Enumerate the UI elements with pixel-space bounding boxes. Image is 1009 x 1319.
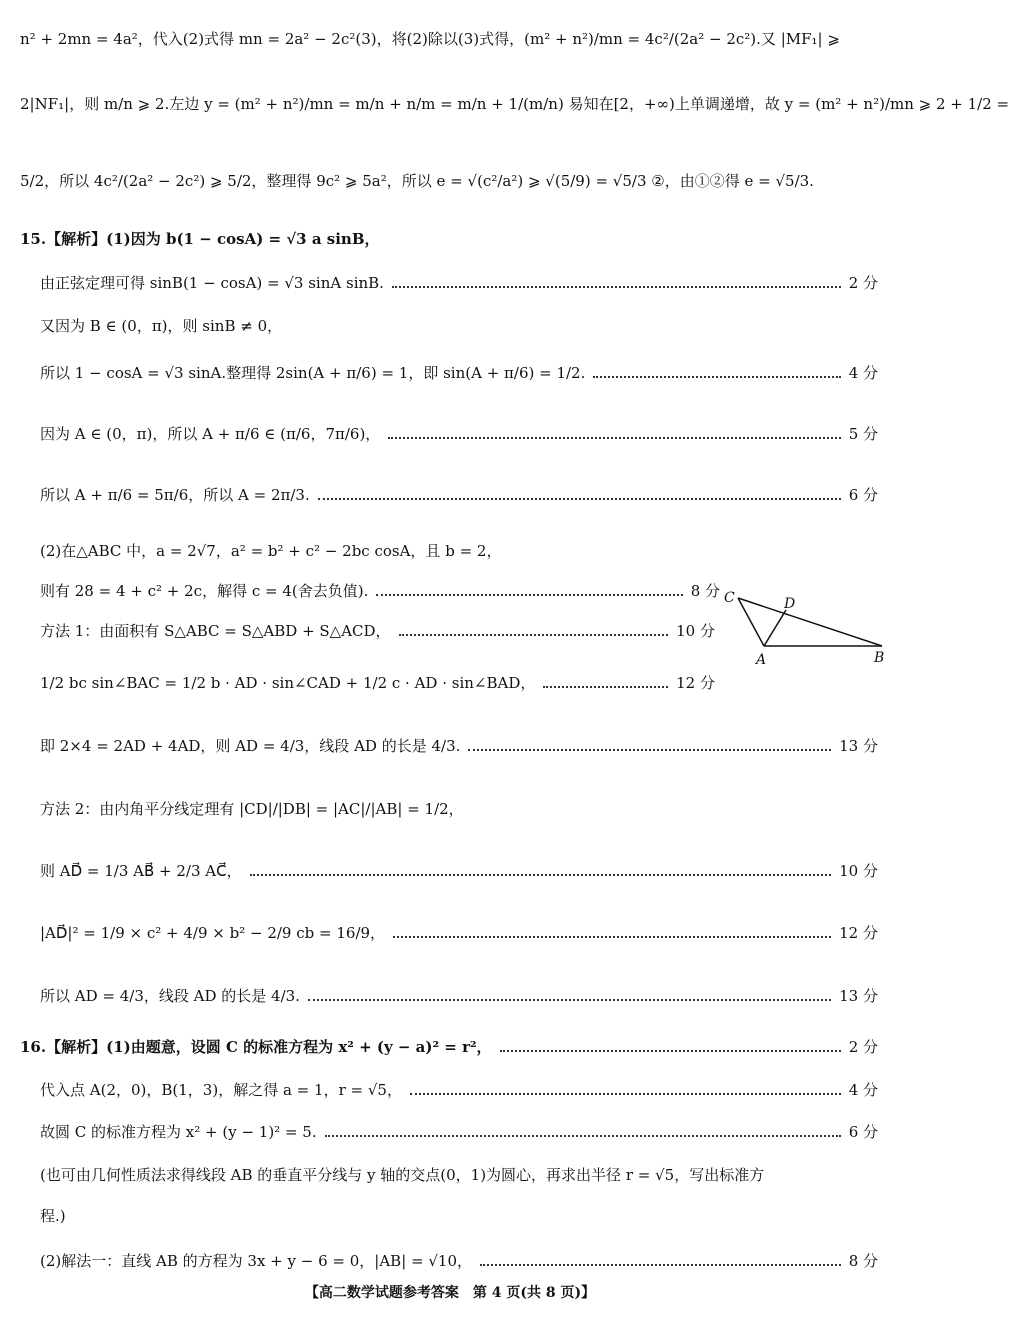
problem-heading: 16.【解析】(1)由题意，设圆 C 的标准方程为 x² + (y − a)² = r²，: [20, 1038, 492, 1056]
text-line: [40, 540, 878, 561]
scored-line: [40, 362, 878, 383]
label-d: D: [784, 596, 796, 612]
score: 12 分: [676, 674, 715, 692]
text-line: [40, 1205, 878, 1226]
text-line: [20, 170, 878, 191]
line-text: (也可由几何性质法求得线段 AB 的垂直平分线与 y 轴的交点(0，1)为圆心，再求出半径 r = √5，写出标准方: [40, 1166, 765, 1184]
dotted-leader: [318, 498, 841, 500]
scored-line: [40, 423, 878, 444]
label-a: A: [756, 652, 767, 668]
line-text: 代入点 A(2，0)，B(1，3)，解之得 a = 1，r = √5，: [40, 1081, 402, 1099]
score: 6 分: [848, 1123, 878, 1141]
text-line: [40, 315, 878, 336]
dotted-leader: [392, 286, 841, 288]
score: 2 分: [848, 1038, 878, 1056]
line-text: 则 AD⃗ = 1/3 AB⃗ + 2/3 AC⃗，: [40, 862, 242, 880]
score: 12 分: [839, 924, 878, 942]
score: 10 分: [839, 862, 878, 880]
line-text: 又因为 B ∈ (0，π)，则 sinB ≠ 0，: [40, 317, 283, 335]
text-line: [40, 1164, 878, 1185]
scored-line: [40, 272, 878, 293]
line-text: 则有 28 = 4 + c² + 2c，解得 c = 4(舍去负值).: [40, 582, 369, 600]
scored-line: [40, 1250, 878, 1271]
score: 8 分: [848, 1252, 878, 1270]
dotted-leader: [250, 874, 832, 876]
problem-heading: 15.【解析】(1)因为 b(1 − cosA) = √3 a sinB，: [20, 230, 380, 248]
line-text: 1/2 bc sin∠BAC = 1/2 b · AD · sin∠CAD + 1/2 c · AD · sin∠BAD，: [40, 674, 536, 692]
label-c: C: [724, 590, 735, 606]
line-text: 程.): [40, 1207, 66, 1225]
dotted-leader: [399, 634, 669, 636]
score: 8 分: [690, 582, 720, 600]
line-text: (2)在△ABC 中，a = 2√7，a² = b² + c² − 2bc cosA，且 b = 2，: [40, 542, 502, 560]
line-text: 2|NF₁|，则 m/n ⩾ 2.左边 y = (m² + n²)/mn = m/n + n/m = m/n + 1/(m/n) 易知在[2，+∞)上单调递增，故 y = (m² + n²)/mn ⩾ 2 + 1/2 =: [20, 95, 1009, 113]
scored-line: [40, 484, 878, 505]
dotted-leader: [308, 999, 831, 1001]
score: 6 分: [848, 486, 878, 504]
line-text: 所以 A + π/6 = 5π/6，所以 A = 2π/3.: [40, 486, 310, 504]
line-text: (2)解法一：直线 AB 的方程为 3x + y − 6 = 0，|AB| = √10，: [40, 1252, 472, 1270]
line-text: 故圆 C 的标准方程为 x² + (y − 1)² = 5.: [40, 1123, 317, 1141]
score: 2 分: [848, 274, 878, 292]
scored-line: [40, 922, 878, 943]
text-line: [20, 228, 878, 249]
dotted-leader: [388, 437, 840, 439]
scored-line: [40, 985, 878, 1006]
line-text: 所以 AD = 4/3，线段 AD 的长是 4/3.: [40, 987, 300, 1005]
dotted-leader: [593, 376, 840, 378]
line-text: 方法 2：由内角平分线定理有 |CD|/|DB| = |AC|/|AB| = 1/2，: [40, 800, 464, 818]
line-text: 5/2，所以 4c²/(2a² − 2c²) ⩾ 5/2，整理得 9c² ⩾ 5a²，所以 e = √(c²/a²) ⩾ √(5/9) = √5/3 ②，由①②得 e = √5/3.: [20, 172, 814, 190]
scored-line: [40, 735, 878, 756]
line-text: 方法 1：由面积有 S△ABC = S△ABD + S△ACD，: [40, 622, 391, 640]
dotted-leader: [410, 1093, 841, 1095]
score: 4 分: [848, 1081, 878, 1099]
line-text: |AD⃗|² = 1/9 × c² + 4/9 × b² − 2/9 cb = 16/9，: [40, 924, 386, 942]
line-text: 即 2×4 = 2AD + 4AD，则 AD = 4/3，线段 AD 的长是 4/3.: [40, 737, 461, 755]
scored-line: [40, 620, 715, 641]
scored-line: [20, 1036, 878, 1057]
segment-ad: [764, 610, 786, 646]
scored-line: [40, 580, 720, 601]
score: 5 分: [848, 425, 878, 443]
dotted-leader: [325, 1135, 841, 1137]
scored-line: [40, 672, 715, 693]
text-line: [40, 798, 878, 819]
score: 4 分: [848, 364, 878, 382]
text-line: [20, 93, 1009, 114]
line-text: 由正弦定理可得 sinB(1 − cosA) = √3 sinA sinB.: [40, 274, 384, 292]
line-text: 因为 A ∈ (0，π)，所以 A + π/6 ∈ (π/6，7π/6)，: [40, 425, 381, 443]
scored-line: [40, 1079, 878, 1100]
line-text: 所以 1 − cosA = √3 sinA.整理得 2sin(A + π/6) = 1，即 sin(A + π/6) = 1/2.: [40, 364, 586, 382]
score: 13 分: [839, 987, 878, 1005]
dotted-leader: [393, 936, 831, 938]
triangle-figure: [720, 588, 890, 668]
scored-line: [40, 860, 878, 881]
line-text: n² + 2mn = 4a²，代入(2)式得 mn = 2a² − 2c²(3)，将(2)除以(3)式得，(m² + n²)/mn = 4c²/(2a² − 2c²).又 |MF₁| ⩾: [20, 30, 840, 48]
score: 13 分: [839, 737, 878, 755]
score: 10 分: [676, 622, 715, 640]
text-line: [20, 28, 878, 49]
dotted-leader: [468, 749, 831, 751]
dotted-leader: [376, 594, 682, 596]
label-b: B: [874, 650, 885, 666]
page-footer: 【高二数学试题参考答案 第 4 页(共 8 页)】: [304, 1285, 596, 1301]
scored-line: [40, 1121, 878, 1142]
dotted-leader: [543, 686, 668, 688]
dotted-leader: [480, 1264, 841, 1266]
dotted-leader: [500, 1050, 841, 1052]
